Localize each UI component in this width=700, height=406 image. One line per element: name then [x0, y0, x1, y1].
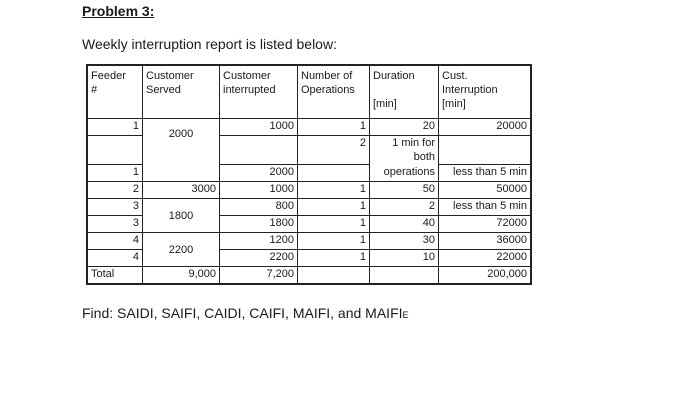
cell-duration: 40 [370, 216, 439, 233]
cell-interrupted: 1000 [220, 119, 298, 136]
cell-cust: 22000 [439, 250, 532, 267]
total-interrupted: 7,200 [220, 267, 298, 285]
cell-served: 2200 [143, 233, 220, 267]
cell-feeder: 3 [87, 199, 143, 216]
cell-cust: 72000 [439, 216, 532, 233]
cell-interrupted: 1200 [220, 233, 298, 250]
cell-cust: 50000 [439, 182, 532, 199]
problem-title: Problem 3: [82, 3, 155, 19]
cell-operations [298, 165, 370, 182]
header-duration: Duration [min] [370, 65, 439, 119]
cell-feeder: 3 [87, 216, 143, 233]
cell-cust: less than 5 min [439, 165, 532, 182]
total-operations [298, 267, 370, 285]
interruption-table [86, 64, 532, 285]
cell-feeder: 4 [87, 233, 143, 250]
header-cust-interruption: Cust. Interruption [min] [439, 65, 532, 119]
cell-duration: 30 [370, 233, 439, 250]
cell-cust: 36000 [439, 233, 532, 250]
cell-duration: 50 [370, 182, 439, 199]
table-row [87, 119, 531, 136]
cell-interrupted: 1000 [220, 182, 298, 199]
table-row [87, 182, 531, 199]
cell-operations: 1 [298, 199, 370, 216]
header-interrupted: Customer interrupted [220, 65, 298, 119]
cell-duration: 20 [370, 119, 439, 136]
cell-feeder: 1 [87, 119, 143, 136]
total-served: 9,000 [143, 267, 220, 285]
cell-duration: operations [370, 165, 439, 182]
cell-interrupted [220, 136, 298, 165]
find-subscript: E [402, 310, 409, 320]
total-duration [370, 267, 439, 285]
cell-feeder: 4 [87, 250, 143, 267]
intro-text: Weekly interruption report is listed below: [82, 36, 337, 52]
cell-served: 3000 [143, 182, 220, 199]
cell-feeder: 2 [87, 182, 143, 199]
cell-feeder: 1 [87, 165, 143, 182]
total-label: Total [87, 267, 143, 285]
cell-operations: 1 [298, 182, 370, 199]
cell-duration: 2 [370, 199, 439, 216]
cell-cust: 20000 [439, 119, 532, 136]
cell-interrupted: 800 [220, 199, 298, 216]
cell-interrupted: 1800 [220, 216, 298, 233]
cell-duration: 10 [370, 250, 439, 267]
cell-cust: less than 5 min [439, 199, 532, 216]
header-row [87, 65, 531, 119]
total-cust: 200,000 [439, 267, 532, 285]
table-row [87, 199, 531, 216]
header-operations: Number of Operations [298, 65, 370, 119]
cell-cust [439, 136, 532, 165]
cell-served: 1800 [143, 199, 220, 233]
cell-interrupted: 2200 [220, 250, 298, 267]
cell-operations: 1 [298, 233, 370, 250]
cell-interrupted: 2000 [220, 165, 298, 182]
cell-served: 2000 [143, 119, 220, 182]
table-row [87, 233, 531, 250]
total-row [87, 267, 531, 285]
header-feeder: Feeder # [87, 65, 143, 119]
cell-duration: 1 min for both [370, 136, 439, 165]
header-served: Customer Served [143, 65, 220, 119]
cell-operations: 1 [298, 250, 370, 267]
cell-operations: 1 [298, 216, 370, 233]
cell-feeder [87, 136, 143, 165]
find-instruction: Find: SAIDI, SAIFI, CAIDI, CAIFI, MAIFI, and MAIFIE [82, 305, 409, 321]
cell-operations: 1 [298, 119, 370, 136]
cell-operations: 2 [298, 136, 370, 165]
